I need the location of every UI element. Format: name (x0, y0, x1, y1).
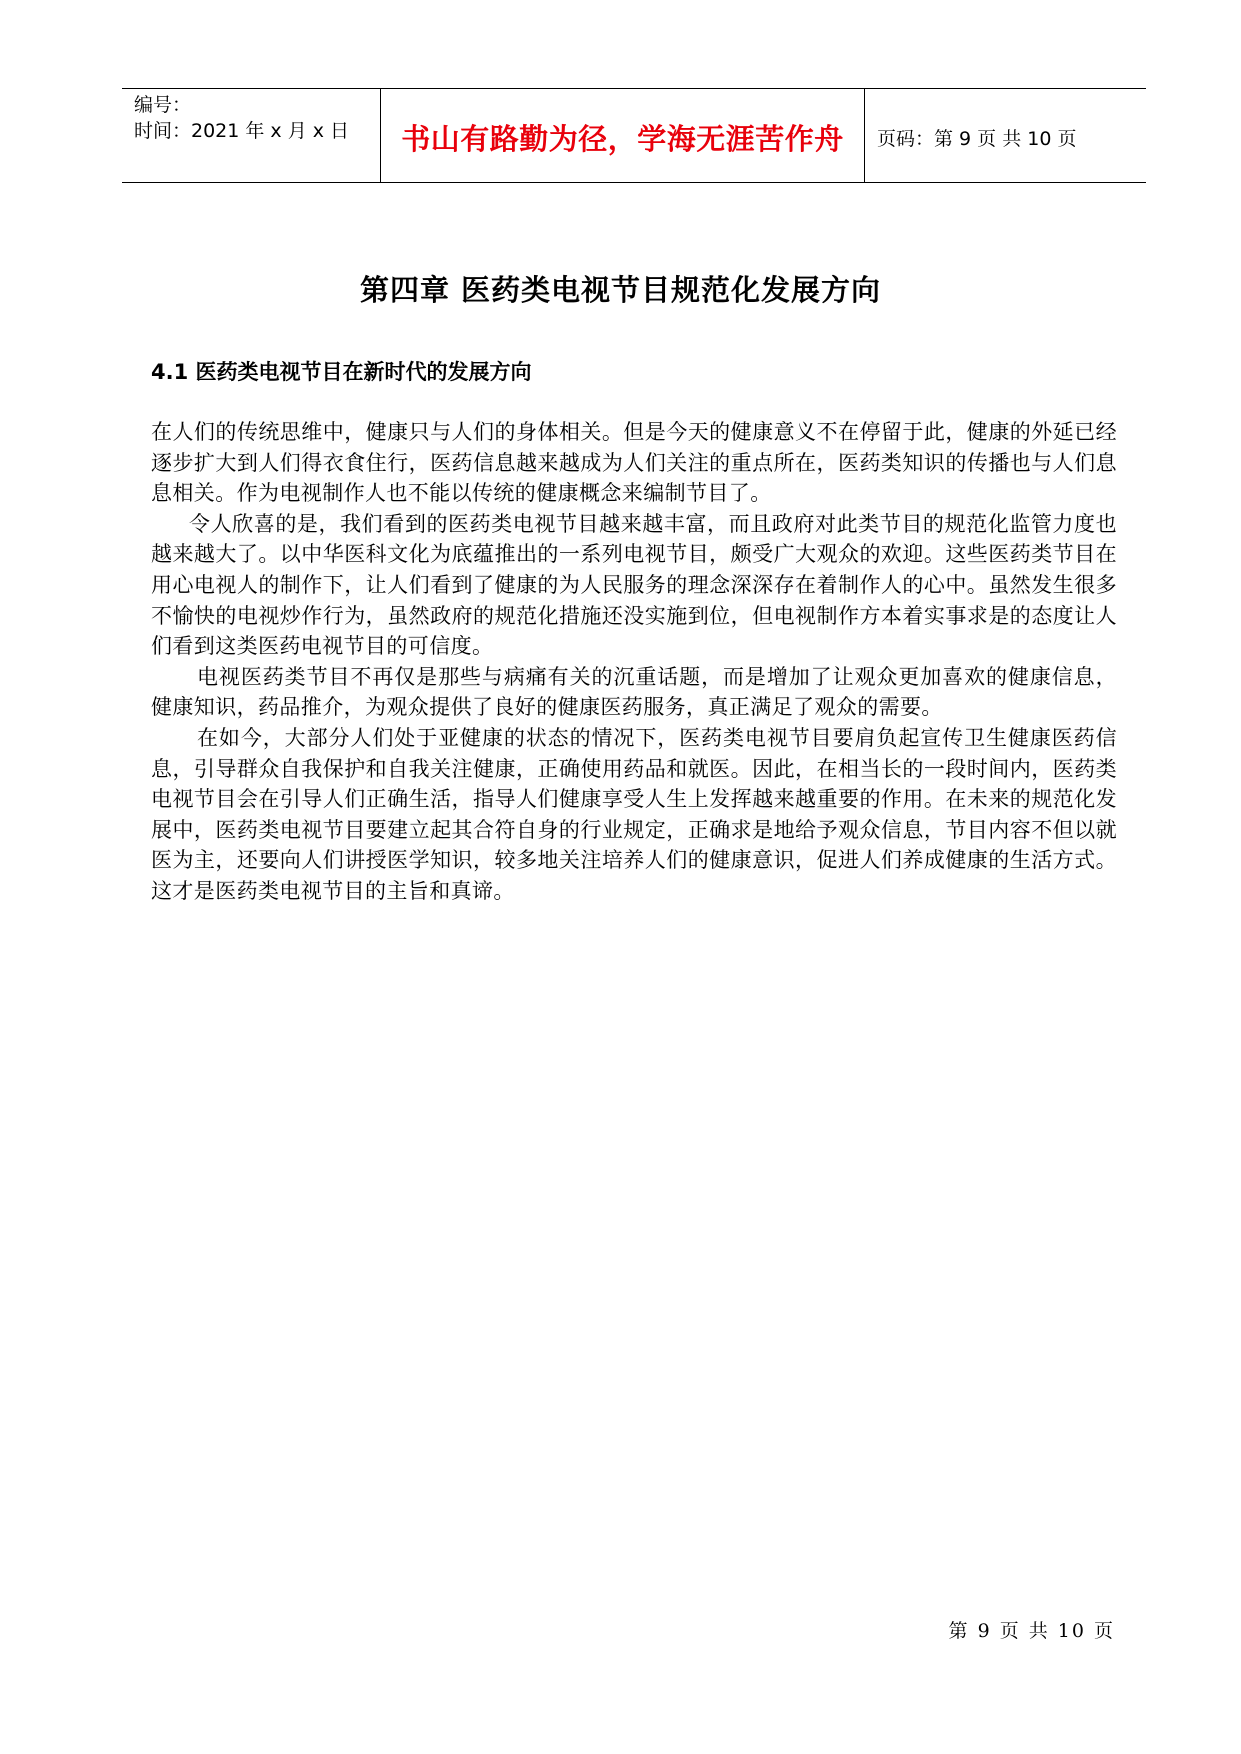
header-page-info: 页码：第 9 页 共 10 页 (877, 128, 1077, 150)
header-number-label: 编号： (134, 94, 192, 116)
header-meta (122, 89, 381, 182)
header-motto: 书山有路勤为径，学海无涯苦作舟 (381, 89, 865, 182)
paragraph: 电视医药类节目不再仅是那些与病痛有关的沉重话题，而是增加了让观众更加喜欢的健康信息，健康知识，药品推介，为观众提供了良好的健康医药服务，真正满足了观众的需要。 (151, 664, 1117, 720)
page-footer: 第 9 页 共 10 页 (948, 1620, 1115, 1642)
chapter-title: 第四章 医药类电视节目规范化发展方向 (359, 273, 882, 307)
paragraph: 在如今，大部分人们处于亚健康的状态的情况下，医药类电视节目要肩负起宣传卫生健康医药信息，引导群众自我保护和自我关注健康，正确使用药品和就医。因此，在相当长的一段时间内，医药类电视节目会在引导人们正确生活，指导人们健康享受人生上发挥越来越重要的作用。在未来的规范化发展中，医药类电视节目要建立起其合符自身的行业规定，正确求是地给予观众信息，节目内容不但以就医为主，还要向人们讲授医学知识，较多地关注培养人们的健康意识，促进人们养成健康的生活方式。这才是医药类电视节目的主旨和真谛。 (151, 725, 1117, 903)
paragraph: 在人们的传统思维中，健康只与人们的身体相关。但是今天的健康意义不在停留于此，健康的外延已经逐步扩大到人们得衣食住行，医药信息越来越成为人们关注的重点所在，医药类知识的传播也与人们息息相关。作为电视制作人也不能以传统的健康概念来编制节目了。 (151, 420, 1117, 506)
body-text (151, 417, 1117, 907)
section-title: 4.1 医药类电视节目在新时代的发展方向 (151, 360, 532, 384)
header-date: 时间：2021 年 x 月 x 日 (134, 120, 350, 142)
paragraph: 令人欣喜的是，我们看到的医药类电视节目越来越丰富，而且政府对此类节目的规范化监管力度也越来越大了。以中华医科文化为底蕴推出的一系列电视节目，颇受广大观众的欢迎。这些医药类节目在用心电视人的制作下，让人们看到了健康的为人民服务的理念深深存在着制作人的心中。虽然发生很多不愉快的电视炒作行为，虽然政府的规范化措施还没实施到位，但电视制作方本着实事求是的态度让人们看到这类医药电视节目的可信度。 (151, 511, 1117, 659)
page-header (122, 88, 1146, 183)
